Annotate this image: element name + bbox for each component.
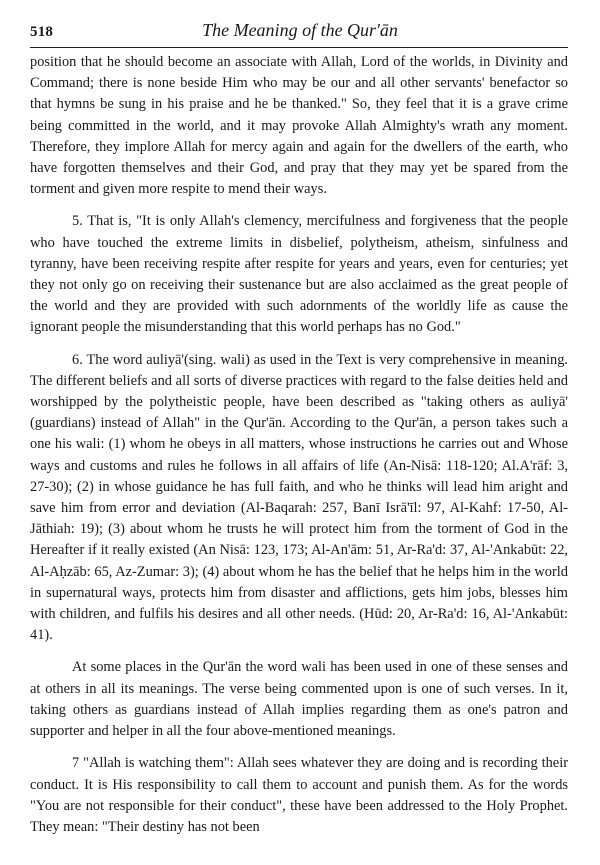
note-7: 7 "Allah is watching them": Allah sees whatever they are doing and is recording their conduct. It is His responsibility to call them to account and punish them. As for the words "You are not responsible for their conduct", these have been addressed to the Holy Prophet. They mean: "Their destiny has not been — [30, 755, 568, 835]
paragraph-continuation: position that he should become an associate with Allah, Lord of the worlds, in Divinity and Command; there is none beside Him who may be our and all other servants' benefactor so that hymns be sung in his praise and he be thanked." So, they feel that it is a grave crime being committed in the world, and it may provoke Allah Almighty's wrath any moment. Therefore, they implore Allah for mercy again and again for the dwellers of the earth, who have forgotten themselves and their God, and pray that they may yet be spared from the torment and given more respite to mend their ways. — [30, 54, 568, 198]
body-text — [30, 52, 568, 838]
running-title: The Meaning of the Qur'ān — [202, 20, 398, 40]
note-5: 5. That is, "It is only Allah's clemency, mercifulness and forgiveness that the people who have touched the extreme limits in disbelief, polytheism, atheism, sinfulness and tyranny, have been receiving respite after respite for years and years, even for centuries; yet they not only go on receiving their sustenance but are also acclaimed as the great people of the world and they are provided with such adornments of the worldly life as cause the ignorant people the misunderstanding that this world perhaps has no God." — [30, 213, 568, 336]
note-6-continued: At some places in the Qur'ān the word wali has been used in one of these senses and at others in all its meanings. The verse being commented upon is one of such verses. In it, taking others as guardians instead of Allah implies regarding them as one's patron and supporter and helper in all the four above-mentioned meanings. — [30, 659, 568, 740]
page-header — [30, 20, 570, 46]
page-number: 518 — [30, 24, 54, 40]
header-rule — [30, 47, 568, 48]
note-6: 6. The word auliyā'(sing. wali) as used in the Text is very comprehensive in meaning. The different beliefs and all sorts of diverse practices with regard to the false deities held and worshipped by the polytheistic people, have been described as "taking others as auliyā' (guardians) instead of Allah" in the Qur'ān. According to the Qur'ān, a person takes such a one his wali: (1) whom he obeys in all matters, whose instructions he carries out and Whose ways and customs and rules he follows in all affairs of life (An-Nisā: 118-120; Al.A'rāf: 3, 27-30); (2) in whose guidance he has full faith, and who he thinks will lead him aright and save him from error and deviation (Al-Baqarah: 257, Banī Isrā'īl: 97, Al-Kahf: 17-50, Al-Jāthiah: 19); (3) about whom he trusts he will protect him from the torment of God in the Hereafter if it really existed (An Nisā: 123, 173; Al-An'ām: 51, Ar-Ra'd: 37, Al-'Ankabūt: 22, Al-Aḥzāb: 65, Az-Zumar: 3); (4) about whom he has the belief that he helps him in the world in supernatural ways, protects him from disaster and afflictions, gets him jobs, blesses him with children, and fulfils his desires and all other needs. (Hūd: 20, Ar-Ra'd: 16, Al-'Ankabūt: 41). — [30, 351, 568, 644]
